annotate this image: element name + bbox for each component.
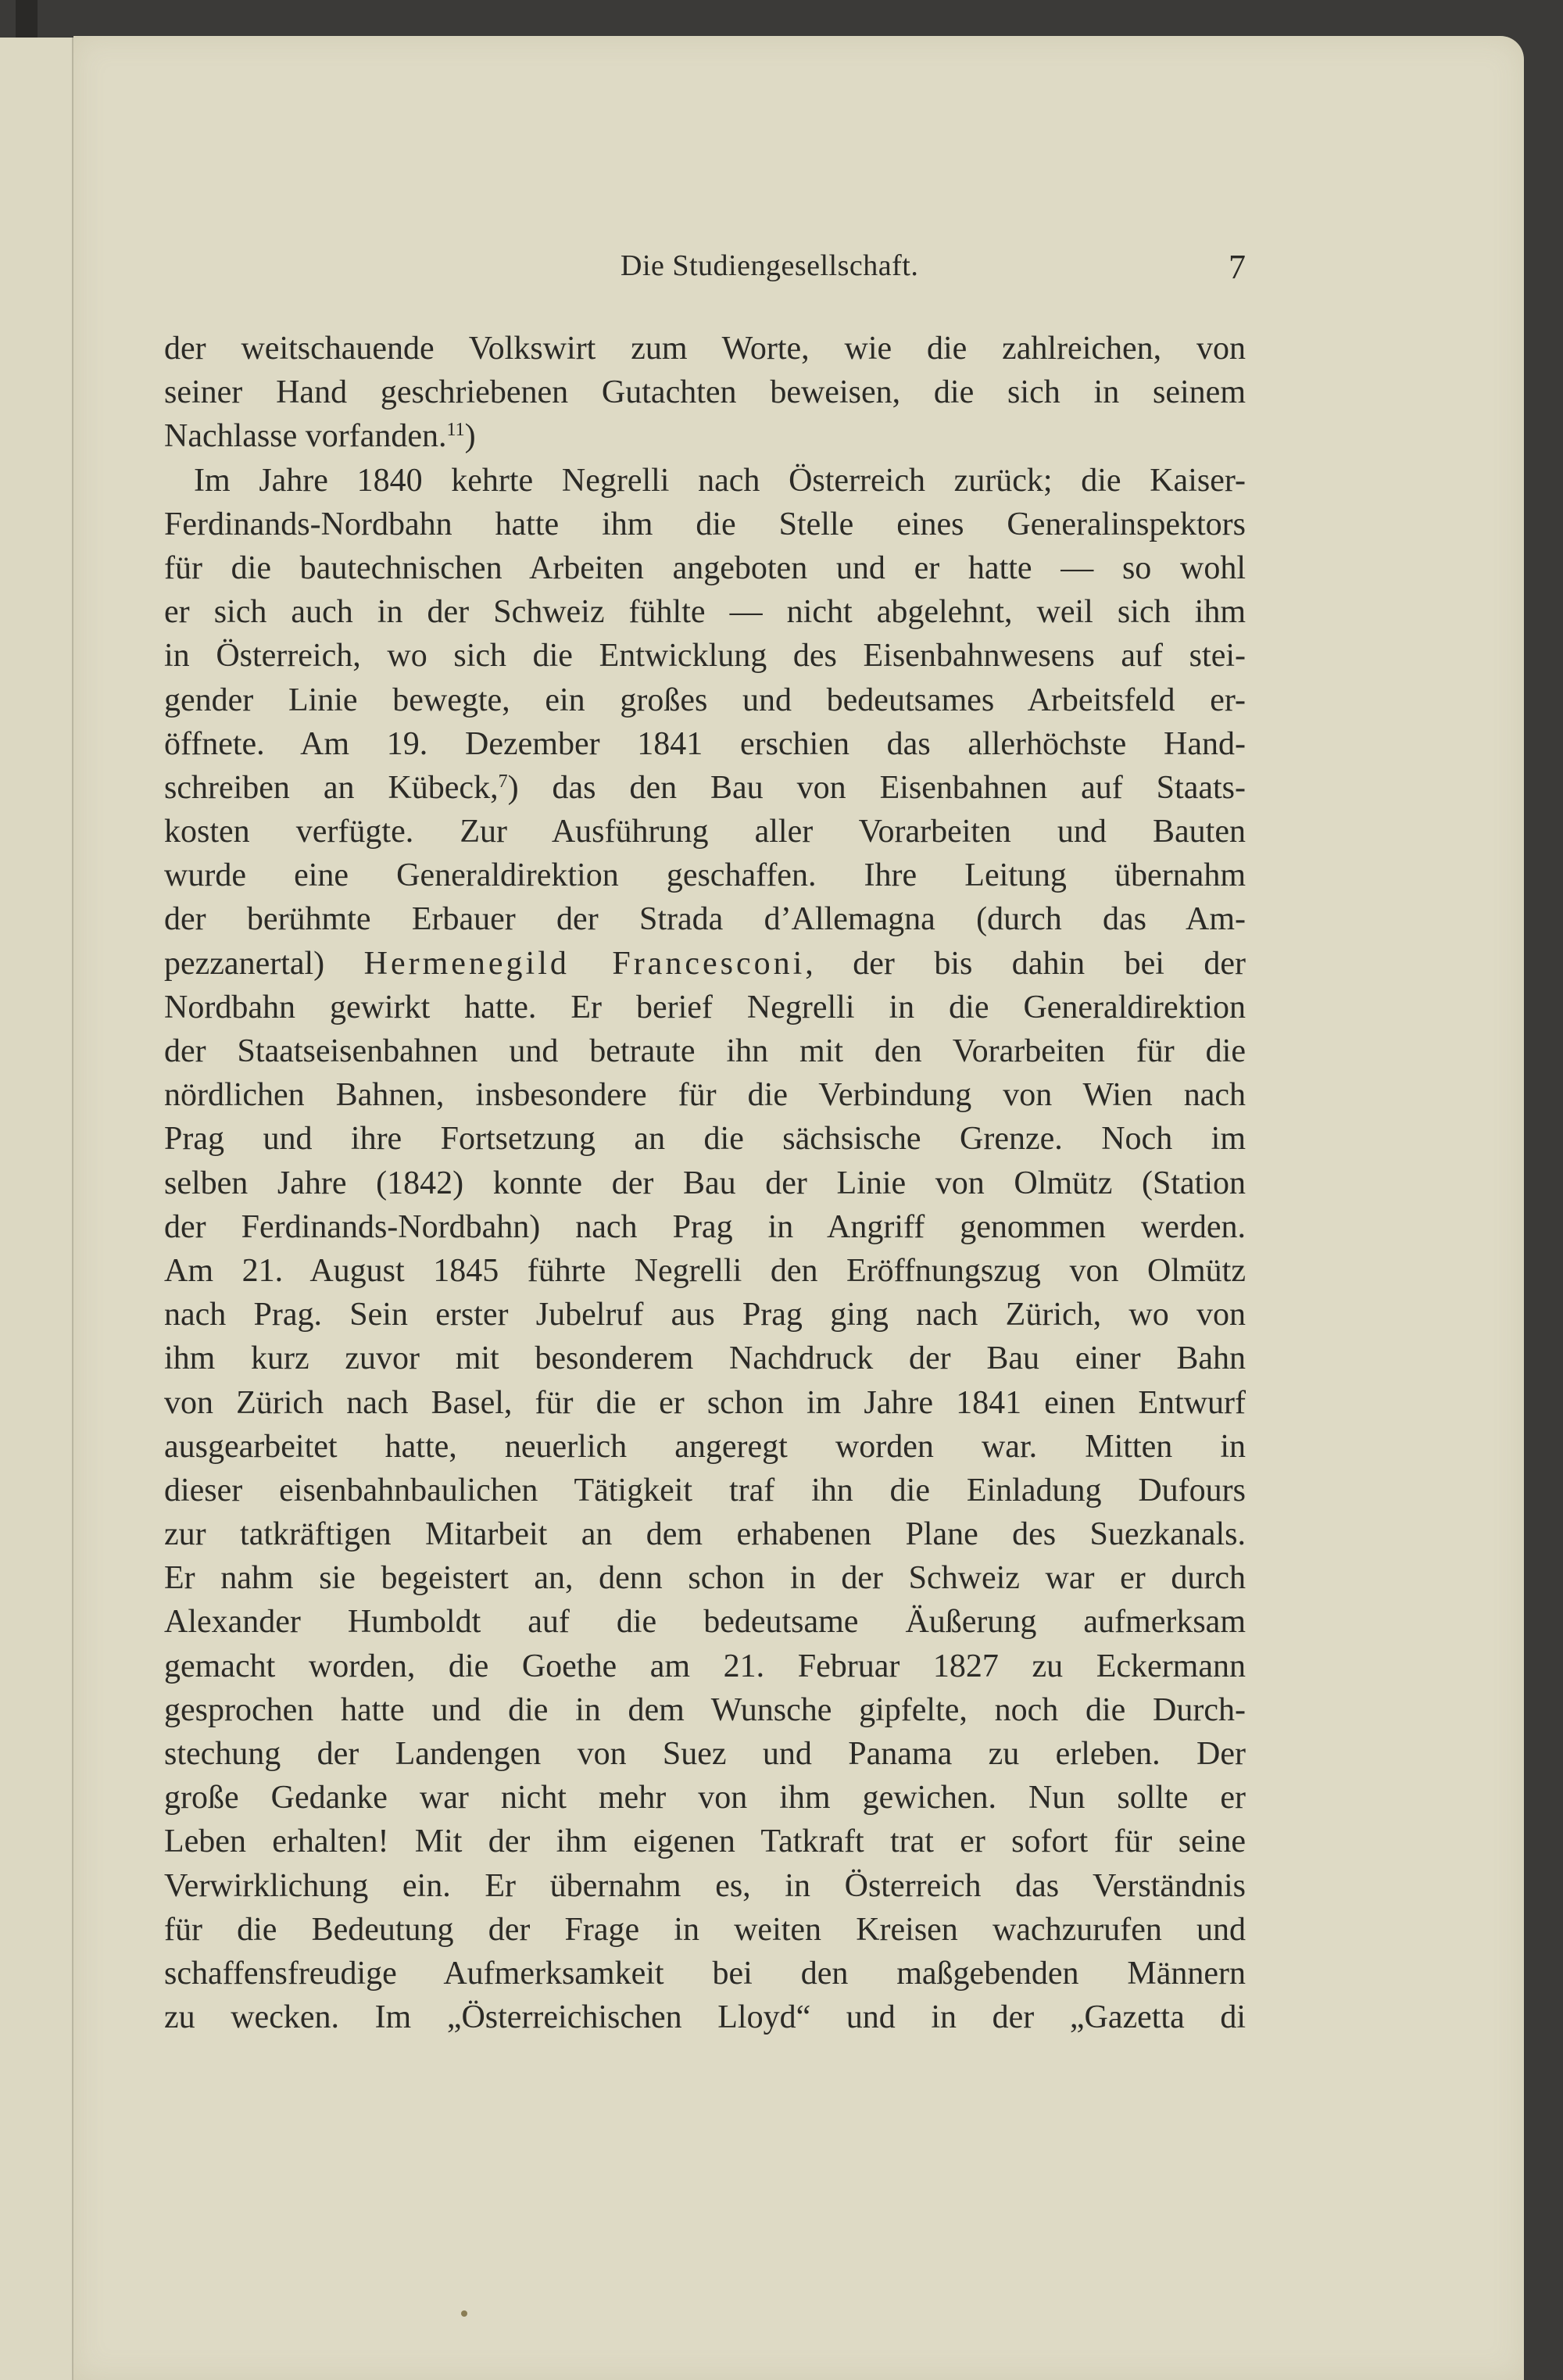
text-segment: schaffensfreudige Aufmerksamkeit bei den maßgebenden Männern — [164, 1955, 1246, 1992]
text-line — [164, 546, 1246, 590]
text-segment: Verwirklichung ein. Er übernahm es, in Österreich das Verständnis — [164, 1867, 1246, 1904]
text-line — [164, 1952, 1246, 1995]
text-segment: der Ferdinands-Nordbahn) nach Prag in Angriff genommen werden. — [164, 1208, 1246, 1245]
text-line — [164, 1425, 1246, 1469]
text-line — [164, 1864, 1246, 1908]
text-segment: kosten verfügte. Zur Ausführung aller Vorarbeiten und Bauten — [164, 814, 1246, 850]
text-segment: Prag und ihre Fortsetzung an die sächsische Grenze. Noch im — [164, 1121, 1246, 1158]
text-line — [164, 986, 1246, 1029]
text-segment: dieser eisenbahnbaulichen Tätigkeit traf ihn die Einladung Dufours — [164, 1472, 1246, 1509]
text-segment: Alexander Humboldt auf die bedeutsame Äußerung aufmerksam — [164, 1604, 1246, 1641]
running-head-title: Die Studiengesellschaft. — [621, 249, 919, 282]
text-line — [164, 1820, 1246, 1863]
text-segment: wurde eine Generaldirektion geschaffen. Ihre Leitung übernahm — [164, 857, 1246, 894]
text-line — [164, 678, 1246, 722]
text-segment: in Österreich, wo sich die Entwicklung des Eisenbahnwesens auf stei- — [164, 638, 1246, 675]
text-line — [164, 503, 1246, 546]
text-segment: ihm kurz zuvor mit besonderem Nachdruck der Bau einer Bahn — [164, 1340, 1246, 1377]
text-line — [164, 414, 1246, 458]
text-line — [164, 942, 1246, 986]
text-segment: der weitschauende Volkswirt zum Worte, wie die zahlreichen, von — [164, 331, 1246, 367]
text-segment: nach Prag. Sein erster Jubelruf aus Prag ging nach Zürich, wo von — [164, 1297, 1246, 1333]
text-line — [164, 1337, 1246, 1380]
text-line — [164, 1469, 1246, 1512]
text-segment: gender Linie bewegte, ein großes und bedeutsames Arbeitsfeld er- — [164, 682, 1246, 718]
text-segment: pezzanertal) — [164, 945, 364, 982]
text-segment: seiner Hand geschriebenen Gutachten beweisen, die sich in seinem — [164, 374, 1246, 411]
text-line — [164, 1073, 1246, 1117]
text-segment: ausgearbeitet hatte, neuerlich angeregt worden war. Mitten in — [164, 1428, 1246, 1465]
text-segment: von Zürich nach Basel, für die er schon im Jahre 1841 einen Entwurf — [164, 1384, 1246, 1421]
body-text — [164, 327, 1246, 2039]
text-line — [164, 854, 1246, 897]
text-line — [164, 1293, 1246, 1337]
text-line — [164, 1029, 1246, 1073]
text-line — [164, 766, 1246, 810]
book-spine — [16, 0, 38, 38]
text-line — [164, 1995, 1246, 2039]
text-line — [164, 1688, 1246, 1732]
text-segment: ) — [464, 418, 476, 455]
text-segment: Im Jahre 1840 kehrte Negrelli nach Österreich zurück; die Kaiser- — [194, 462, 1246, 499]
text-segment: der Staatseisenbahnen und betraute ihn mit den Vorarbeiten für die — [164, 1033, 1246, 1069]
text-line — [164, 1776, 1246, 1820]
text-segment: Nordbahn gewirkt hatte. Er berief Negrelli in die Generaldirektion — [164, 989, 1246, 1025]
footnote-marker: 11 — [446, 420, 465, 441]
text-segment: für die Bedeutung der Frage in weiten Kreisen wachzurufen und — [164, 1911, 1246, 1948]
text-line — [164, 1512, 1246, 1556]
text-segment: schreiben an Kübeck, — [164, 769, 499, 806]
book-page — [73, 36, 1524, 2380]
text-line — [164, 327, 1246, 370]
text-segment: selben Jahre (1842) konnte der Bau der Linie von Olmütz (Station — [164, 1165, 1246, 1201]
footnote-marker: 7 — [498, 771, 508, 792]
text-segment: ) das den Bau von Eisenbahnen auf Staats- — [507, 769, 1246, 806]
text-line — [164, 1205, 1246, 1249]
text-segment: stechung der Landengen von Suez und Panama zu erleben. Der — [164, 1736, 1246, 1772]
text-line — [164, 1556, 1246, 1600]
text-segment: Leben erhalten! Mit der ihm eigenen Tatkraft trat er sofort für seine — [164, 1823, 1246, 1860]
text-line — [164, 1161, 1246, 1205]
text-line — [164, 1732, 1246, 1776]
text-line — [164, 722, 1246, 766]
text-line — [164, 1908, 1246, 1952]
text-segment: zu wecken. Im „Österreichischen Lloyd“ und in der „Gazetta di — [164, 1999, 1246, 2036]
running-head — [73, 249, 1524, 292]
text-line — [164, 370, 1246, 414]
text-segment: der berühmte Erbauer der Strada d’Allemagna (durch das Am- — [164, 901, 1246, 938]
text-line — [164, 634, 1246, 678]
text-line — [164, 1600, 1246, 1644]
text-segment: öffnete. Am 19. Dezember 1841 erschien das allerhöchste Hand- — [164, 725, 1246, 762]
paper-speck — [461, 2310, 467, 2317]
text-line — [164, 810, 1246, 854]
text-line — [164, 897, 1246, 941]
text-segment: Nachlasse vorfanden. — [164, 418, 447, 455]
text-segment: große Gedanke war nicht mehr von ihm gewichen. Nun sollte er — [164, 1780, 1246, 1816]
text-line — [164, 459, 1246, 503]
page-number: 7 — [1229, 248, 1246, 286]
text-segment: gesprochen hatte und die in dem Wunsche gipfelte, noch die Durch- — [164, 1691, 1246, 1728]
spaced-name: Hermenegild Francesconi — [363, 945, 806, 982]
text-segment: Am 21. August 1845 führte Negrelli den Eröffnungszug von Olmütz — [164, 1252, 1246, 1289]
text-segment: , der bis dahin bei der — [805, 945, 1246, 982]
text-line — [164, 1249, 1246, 1293]
text-line — [164, 1117, 1246, 1161]
text-segment: für die bautechnischen Arbeiten angeboten und er hatte — so wohl — [164, 549, 1246, 586]
text-segment: nördlichen Bahnen, insbesondere für die Verbindung von Wien nach — [164, 1077, 1246, 1114]
text-line — [164, 1645, 1246, 1688]
text-line — [164, 590, 1246, 634]
previous-page-edge — [0, 38, 73, 2380]
text-segment: zur tatkräftigen Mitarbeit an dem erhabenen Plane des Suezkanals. — [164, 1516, 1246, 1553]
text-line — [164, 1381, 1246, 1425]
text-segment: Er nahm sie begeistert an, denn schon in der Schweiz war er durch — [164, 1560, 1246, 1597]
text-segment: er sich auch in der Schweiz fühlte — nicht abgelehnt, weil sich ihm — [164, 594, 1246, 631]
text-segment: gemacht worden, die Goethe am 21. Februar 1827 zu Eckermann — [164, 1648, 1246, 1684]
text-segment: Ferdinands-Nordbahn hatte ihm die Stelle eines Generalinspektors — [164, 506, 1246, 542]
